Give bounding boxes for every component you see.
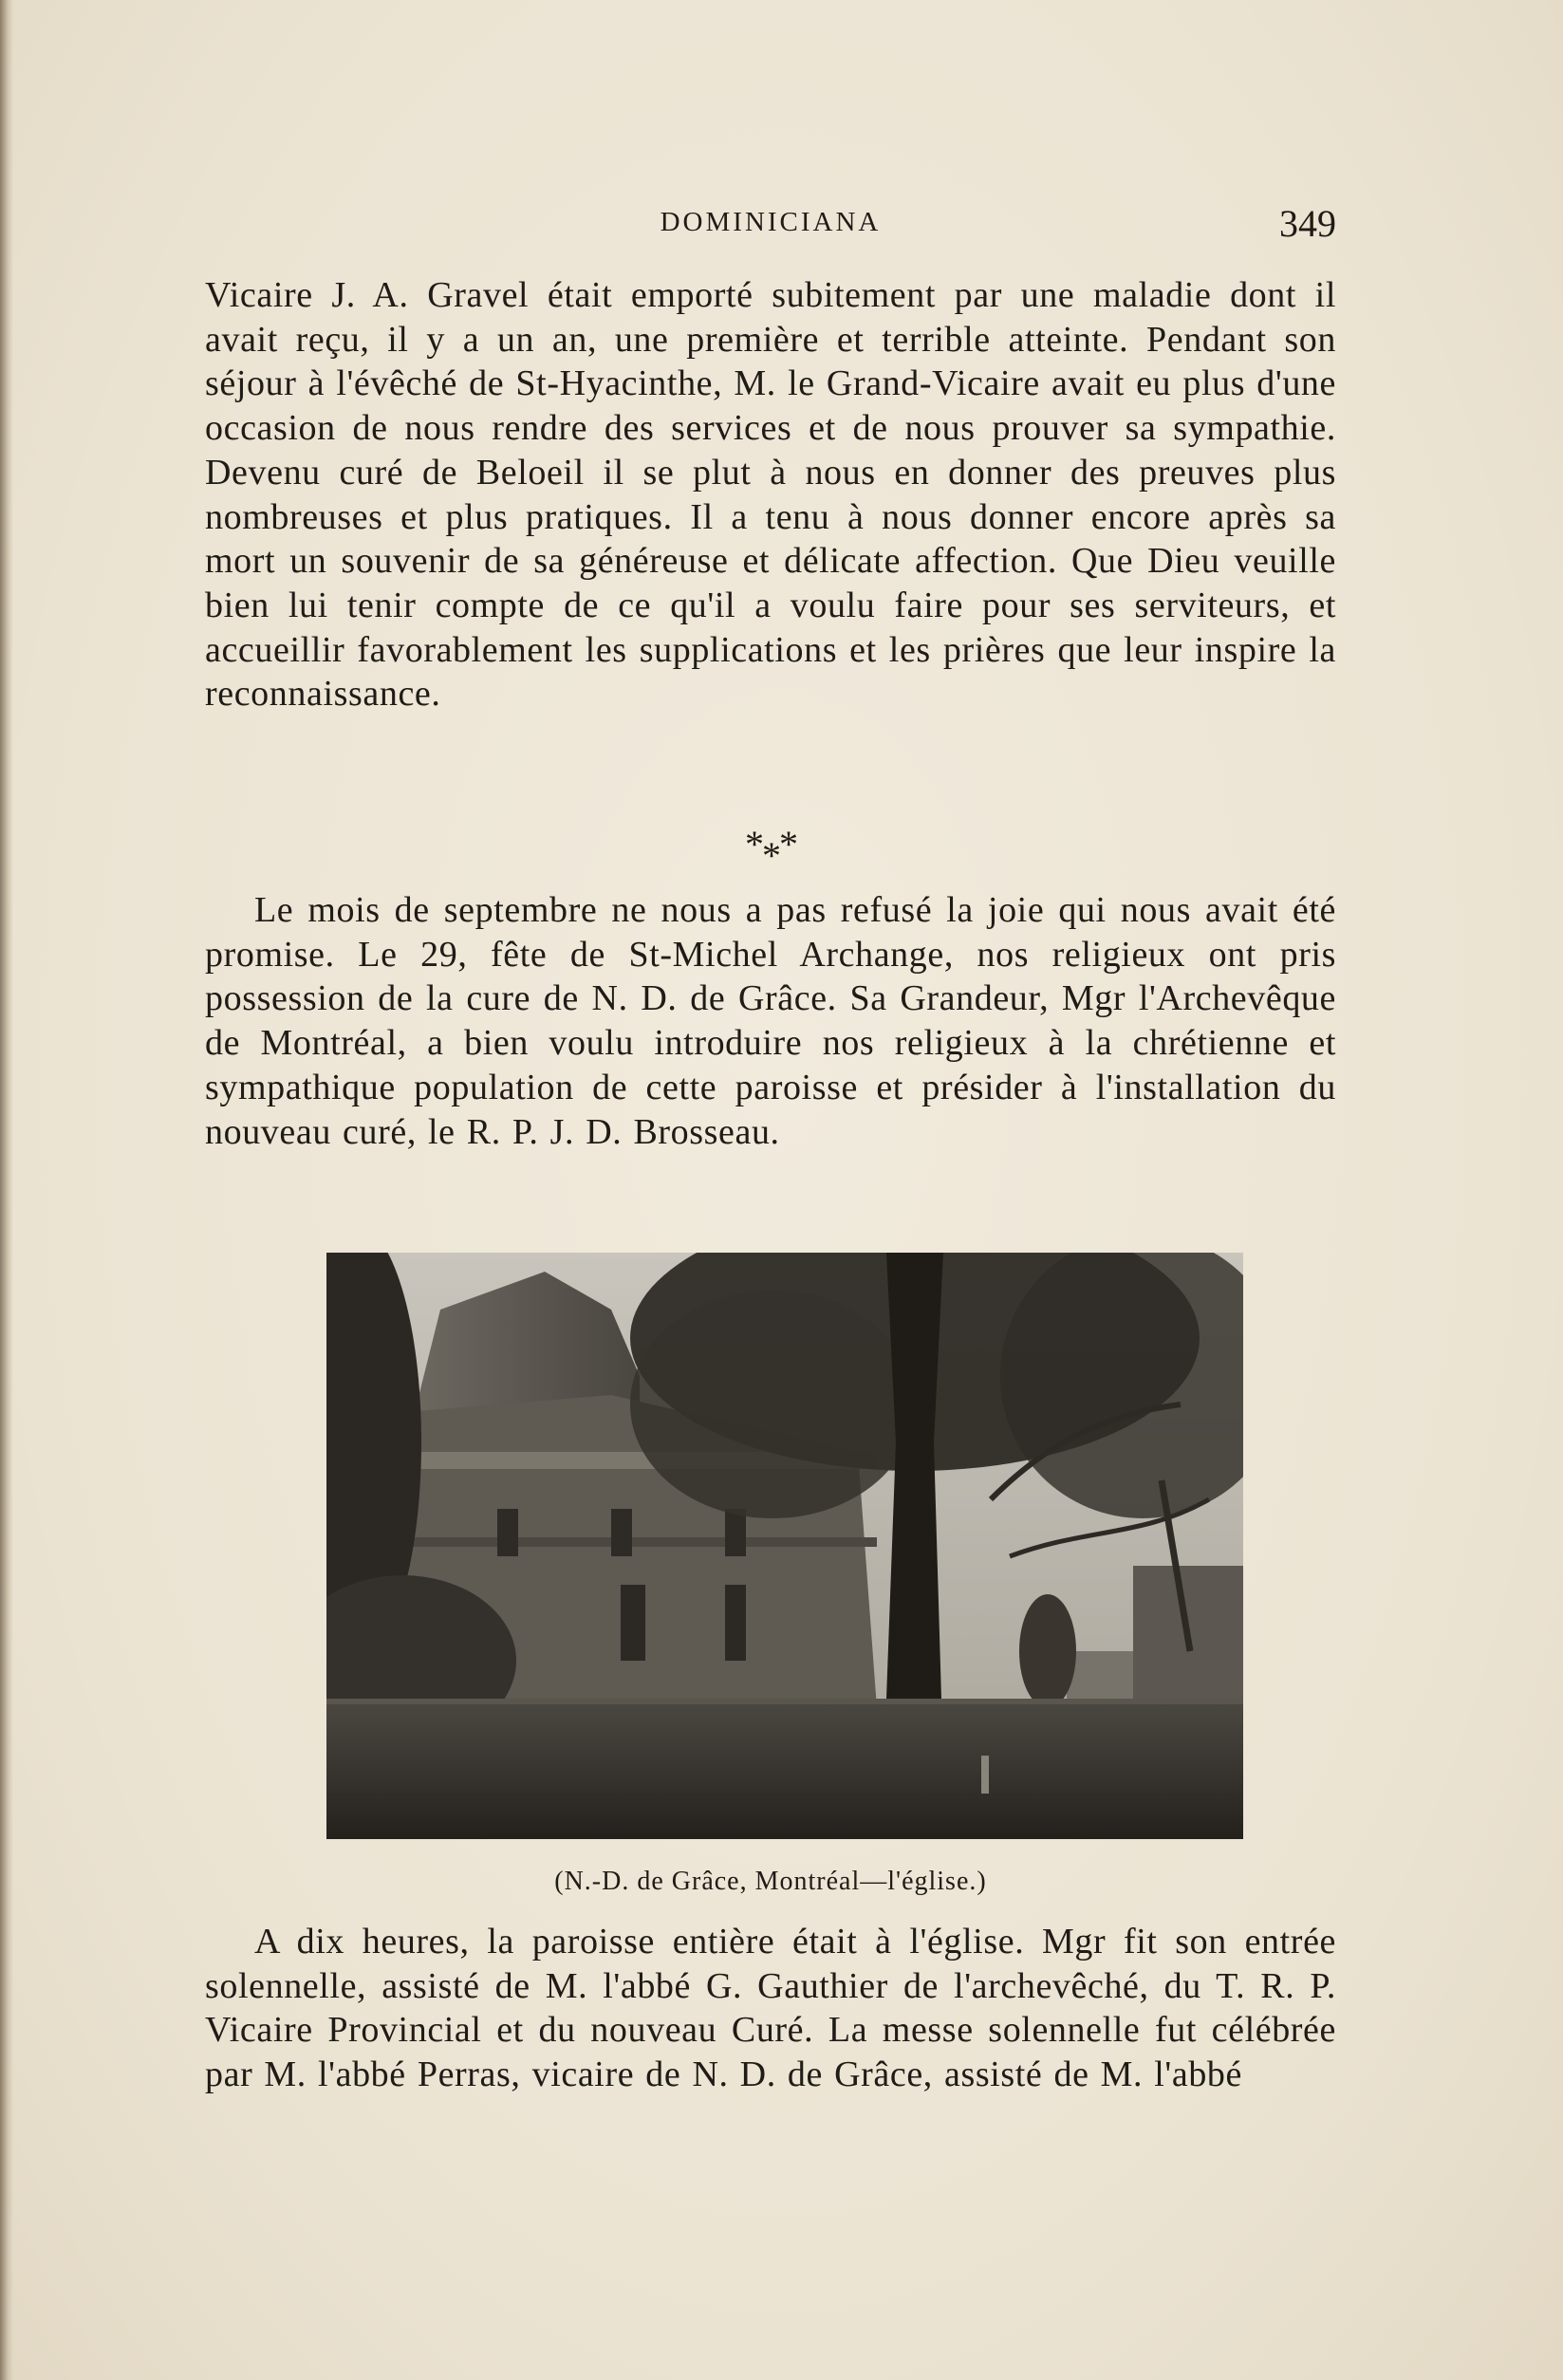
asterisk: * xyxy=(779,823,796,865)
running-title: DOMINICIANA xyxy=(660,207,882,237)
figure-caption: (N.-D. de Grâce, Montréal—l'église.) xyxy=(554,1867,987,1896)
asterisk: * xyxy=(745,823,762,865)
paragraph-text: Le mois de septembre ne nous a pas refusé la joie qui nous avait été promise. Le 29, fête de St-Michel Archange, nos religieux ont pris possession de la cure de N. D. de Grâce. Sa Grandeur, Mgr l'Archevêque de Montréal, a bien voulu introduire nos religieux à la chrétienne et sympathique population de cette paroisse et présider à l'installation du nouveau curé, le R. P. J. D. Brosseau. xyxy=(205,890,1336,1152)
paragraph xyxy=(205,888,1336,1154)
paragraph-text: A dix heures, la paroisse entière était à l'église. Mgr fit son entrée solennelle, assisté de M. l'abbé G. Gauthier de l'archevêché, du T. R. P. Vicaire Provincial et du nouveau Curé. La messe solennelle fut célébrée par M. l'abbé Perras, vicaire de N. D. de Grâce, assisté de M. l'abbé xyxy=(205,1922,1336,2095)
paragraph-continued xyxy=(205,273,1336,716)
asterisk: * xyxy=(762,834,779,877)
page-number: 349 xyxy=(1279,202,1336,245)
asterism-separator xyxy=(205,822,1336,877)
paragraph xyxy=(205,1920,1336,2097)
photo-illustration xyxy=(326,1253,1243,1839)
page-binding-edge xyxy=(0,0,13,2380)
page-header xyxy=(205,201,1336,254)
paragraph-text: Vicaire J. A. Gravel était emporté subitement par une maladie dont il avait reçu, il y a un an, une première et terrible atteinte. Pendant son séjour à l'évêché de St-Hyacinthe, M. le Grand-Vicaire avait eu plus d'une occasion de nous rendre des services et de nous prouver sa sympathie. Devenu curé de Beloeil il se plut à nous en donner des preuves plus nombreuses et plus pratiques. Il a tenu à nous donner encore après sa mort un souvenir de sa généreuse et délicate affection. Que Dieu veuille bien lui tenir compte de ce qu'il a voulu faire pour ses serviteurs, et accueillir favorablement les supplications et les prières que leur inspire la reconnaissance. xyxy=(205,275,1336,715)
church-photograph xyxy=(326,1253,1243,1839)
